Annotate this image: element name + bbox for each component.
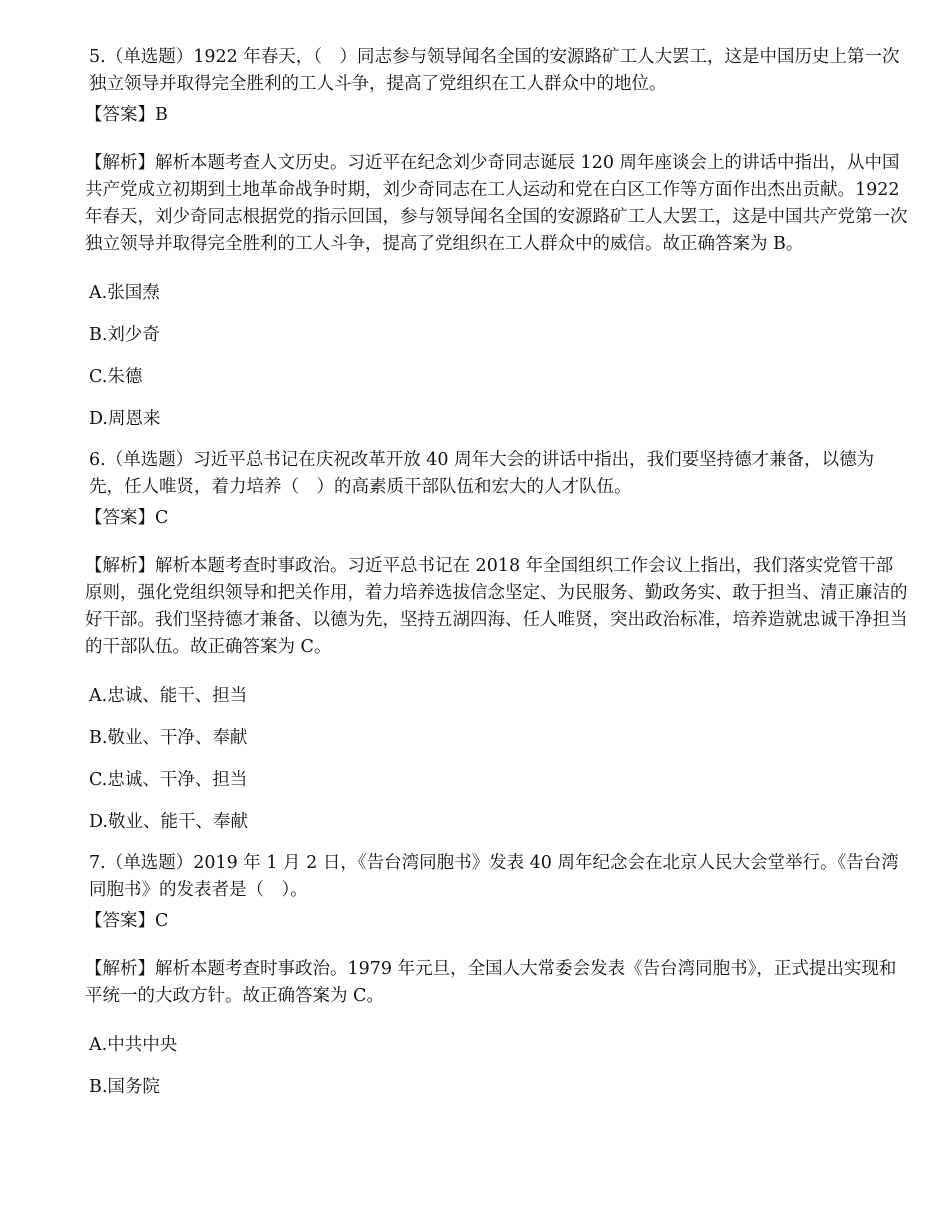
question-stem: 7.（单选题）2019 年 1 月 2 日，《告台湾同胞书》发表 40 周年纪念会在北京人民大会堂举行。《告台湾同胞书》的发表者是（ ）。 — [89, 853, 899, 900]
option-a: A.张国焘 — [89, 283, 160, 303]
option-c: C.忠诚、干净、担当 — [89, 770, 248, 790]
option-b: B.国务院 — [89, 1077, 160, 1097]
option-d: D.周恩来 — [89, 409, 161, 429]
question-stem: 5.（单选题）1922 年春天，（ ）同志参与领导闻名全国的安源路矿工人大罢工，这是中国历史上第一次独立领导并取得完全胜利的工人斗争，提高了党组织在工人群众中的地位。 — [89, 47, 900, 94]
option-list — [89, 280, 909, 433]
option-list — [89, 683, 909, 836]
question-stem: 6.（单选题）习近平总书记在庆祝改革开放 40 周年大会的讲话中指出，我们要坚持德才兼备，以德为先，任人唯贤，着力培养（ ）的高素质干部队伍和宏大的人才队伍。 — [89, 450, 875, 497]
option-b: B.刘少奇 — [89, 325, 160, 345]
option-list — [89, 1032, 909, 1101]
answer-line: 【答案】C — [85, 911, 169, 931]
question-7 — [85, 850, 909, 1101]
answer-line: 【答案】B — [85, 105, 168, 125]
question-5 — [85, 44, 909, 433]
question-6 — [85, 447, 909, 836]
option-c: C.朱德 — [89, 367, 143, 387]
option-a: A.忠诚、能干、担当 — [89, 686, 248, 706]
option-b: B.敬业、干净、奉献 — [89, 728, 248, 748]
analysis-paragraph: 【解析】解析本题考查时事政治。1979 年元旦，全国人大常委会发表《告台湾同胞书》，正式提出实现和平统一的大政方针。故正确答案为 C。 — [85, 959, 897, 1006]
exam-document — [85, 44, 909, 1116]
analysis-paragraph: 【解析】解析本题考查时事政治。习近平总书记在 2018 年全国组织工作会议上指出，我们落实党管干部原则，强化党组织领导和把关作用，着力培养选拔信念坚定、为民服务、勤政务实、敢于担当、清正廉洁的好干部。我们坚持德才兼备、以德为先，坚持五湖四海、任人唯贤，突出政治标准，培养造就忠诚干净担当的干部队伍。故正确答案为 C。 — [85, 556, 908, 657]
answer-line: 【答案】C — [85, 508, 169, 528]
analysis-paragraph: 【解析】解析本题考查人文历史。习近平在纪念刘少奇同志诞辰 120 周年座谈会上的讲话中指出，从中国共产党成立初期到土地革命战争时期，刘少奇同志在工人运动和党在白区工作等方面作出杰出贡献。1922 年春天，刘少奇同志根据党的指示回国，参与领导闻名全国的安源路矿工人大罢工，这是中国共产党第一次独立领导并取得完全胜利的工人斗争，提高了党组织在工人群众中的威信。故正确答案为 B。 — [85, 153, 908, 254]
option-d: D.敬业、能干、奉献 — [89, 812, 248, 832]
option-a: A.中共中央 — [89, 1035, 178, 1055]
